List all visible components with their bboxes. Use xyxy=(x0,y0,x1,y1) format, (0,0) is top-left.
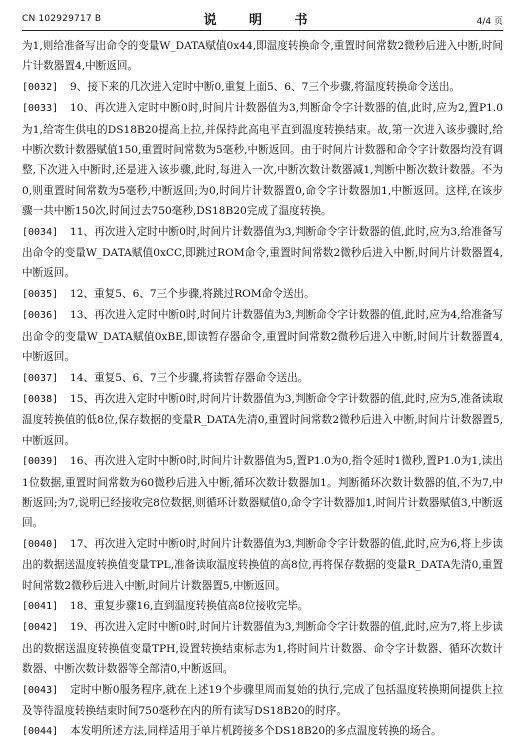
paragraph xyxy=(22,617,503,679)
paragraph-number: [0034] xyxy=(22,226,59,238)
paragraph-text: 定时中断0服务程序,就在上述19个步骤里周而复始的执行,完成了包括温度转换期间提供上拉及等待温度转换结束时间750毫秒在内的所有读写DS18B20的时序。 xyxy=(22,683,503,717)
paragraph-number: [0038] xyxy=(22,393,59,405)
paragraph xyxy=(22,680,503,722)
paragraph-number: [0035] xyxy=(22,288,59,300)
paragraph-number: [0036] xyxy=(22,310,59,322)
paragraph-text: 为1,则给准备写出命令的变量W_DATA赋值0x44,即温度转换命令,重置时间常数2微秒后进入中断,时间片计数器置4,中断返回。 xyxy=(22,40,503,73)
paragraph xyxy=(22,284,503,305)
paragraph-text: 本发明所述方法,同样适用于单片机跨接多个DS18B20的多点温度转换的场合。 xyxy=(70,725,442,738)
paragraph xyxy=(22,389,503,451)
paragraph-text: 17、再次进入定时中断0时,时间片计数器值为3,判断命令字计数器的值,此时,应为6,将上步读出的数据送温度转换值变量TPL,准备读取温度转换值的高8位,再将保存数据的变量R_DATA先清0,重置时间常数2微秒后进入中断,时间片计数器置5,中断返回。 xyxy=(22,537,503,592)
paragraph xyxy=(22,77,503,98)
paragraph-number: [0040] xyxy=(22,538,59,550)
paragraph-number: [0037] xyxy=(22,372,59,384)
paragraph xyxy=(22,721,503,742)
paragraph-text: 12、重复5、6、7三个步骤,将跳过ROM命令送出。 xyxy=(70,287,315,300)
document-number: CN 102929717 B xyxy=(22,14,102,24)
paragraph-text: 10、再次进入定时中断0时,时间片计数器值为3,判断命令字计数器的值,此时,应为2,置P1.0为1,给寄生供电的DS18B20提高上拉,并保持此高电平直到温度转换结束。故,第一次进入该步骤时,给中断次数计数器赋值150,重置时间常数为5毫秒,中断返回。由于时间片计数器和命令字计数器均没有调整,下次进入中断时,还是进入该步骤,此时,每进入一次,中断次数计数器减1,判断中断次数计数器。不为0,则重置时间常数为5毫秒,中断返回;为0,时间片计数器置0,命令字计数器加1,中断返回。这样,在该步骤一共中断150次,时间过去750毫秒,DS18B20完成了温度转换。 xyxy=(22,102,503,218)
paragraph-number: [0041] xyxy=(22,600,59,612)
paragraph-number: [0044] xyxy=(22,726,59,738)
paragraph-number: [0039] xyxy=(22,456,59,468)
paragraph xyxy=(22,534,503,596)
paragraph-text: 16、再次进入定时中断0时,时间片计数器值为5,置P1.0为0,指令延时1微秒,置P1.0为1,读出1位数据,重置时间常数为60微秒后进入中断,循环次数计数器加1。判断循环次数计数器的值,不为7,中断返回;为7,说明已经接收完8位数据,则循环计数器赋值0,命令字计数器加1,时间片计数器赋值3,中断返回。 xyxy=(22,455,503,530)
paragraph xyxy=(22,368,503,389)
paragraph-number: [0032] xyxy=(22,81,59,93)
paragraph-text: 14、重复5、6、7三个步骤,将读暂存器命令送出。 xyxy=(70,371,309,384)
paragraph-text: 11、再次进入定时中断0时,时间片计数器值为3,判断命令字计数器的值,此时,应为3,给准备写出命令的变量W_DATA赋值0xCC,即跳过ROM命令,重置时间常数2微秒后进入中断,时间片计数器置4,中断返回。 xyxy=(22,225,503,280)
paragraph-text: 9、接下来的几次进入定时中断0,重复上面5、6、7三个步骤,将温度转换命令送出。 xyxy=(70,80,461,93)
paragraph xyxy=(22,222,503,284)
document-body xyxy=(22,36,503,743)
paragraph xyxy=(22,451,503,534)
paragraph-text: 13、再次进入定时中断0时,时间片计数器值为3,判断命令字计数器的值,此时,应为4,给准备写出命令的变量W_DATA赋值0xBE,即读暂存器命令,重置时间常数2微秒后进入中断,时间片计数器置4,中断返回。 xyxy=(22,309,503,364)
paragraph xyxy=(22,596,503,617)
paragraph xyxy=(22,98,503,221)
paragraph xyxy=(22,36,503,77)
paragraph-number: [0033] xyxy=(22,103,59,115)
paragraph xyxy=(22,305,503,367)
paragraph-number: [0042] xyxy=(22,622,59,634)
page-title: 说 明 书 xyxy=(203,13,322,28)
paragraph-text: 19、再次进入定时中断0时,时间片计数器值为3,判断命令字计数器的值,此时,应为7,将上步读出的数据送温度转换值变量TPH,设置转换结束标志为1,将时间片计数器、命令字计数器、循环次数计数器、中断次数计数器等全部清0,中断返回。 xyxy=(22,621,503,676)
paragraph-text: 15、再次进入定时中断0时,时间片计数器值为3,判断命令字计数器的值,此时,应为5,准备读取温度转换值的低8位,保存数据的变量R_DATA先清0,重置时间常数2微秒后进入中断,时间片计数器置5,中断返回。 xyxy=(22,392,503,447)
page-header xyxy=(22,8,503,31)
paragraph-text: 18、重复步骤16,直到温度转换值高8位接收完毕。 xyxy=(70,599,309,612)
page-number: 4/4 页 xyxy=(476,17,503,27)
paragraph-number: [0043] xyxy=(22,684,59,696)
